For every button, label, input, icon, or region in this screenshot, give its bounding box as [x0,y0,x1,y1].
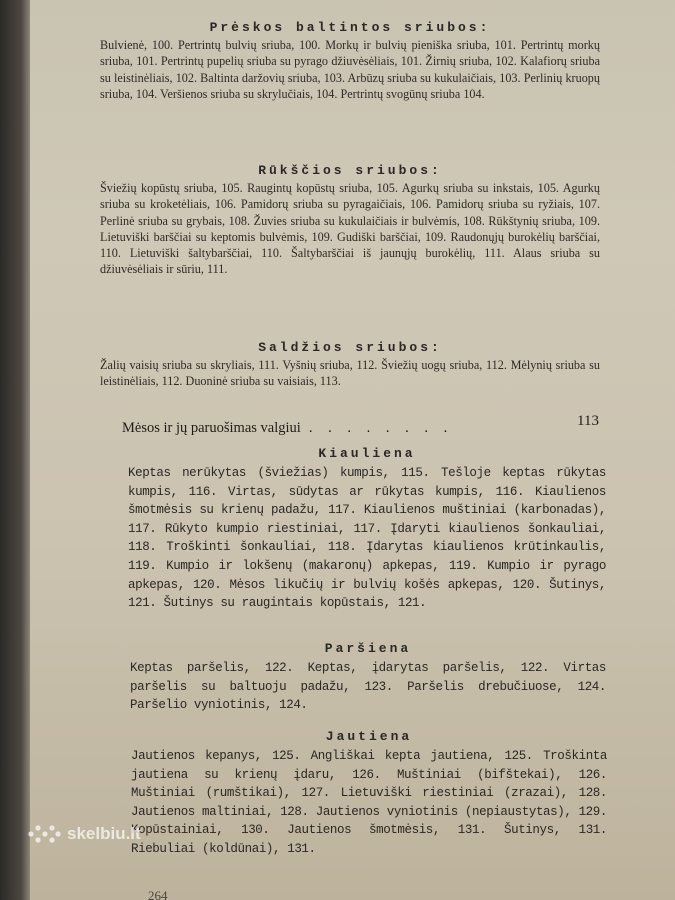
section-heading: Paršiena [324,641,412,656]
book-page [30,0,675,900]
watermark-text: skelbiu.lt [67,824,141,843]
section-text: Jautienos kepanys, 125. Angliškai kepta jautiena, 125. Troškinta jautiena su krienų įdaru, 126. Muštiniai (bifštekai), 126. Muštiniai (rumštikai), 127. Lietuviški riestiniai (zrazai), 128. Jautienos maltiniai, 128. Jautienos vyniotinis (nepiaustytas), 129. Kopūstainiai, 130. Jautienos šmotmėsis, 131. Šutinys, 131. Riebuliai (koldūnai), 131. [131,749,607,856]
section-jautiena [131,729,607,859]
section-heading: Kiauliena [318,446,416,461]
section-kiauliena [128,446,606,613]
page-number: 264 [148,888,168,900]
section-baltintos-sriubos [100,20,600,102]
section-heading: Prėskos baltintos sriubos: [209,20,491,35]
section-parsiena [130,641,606,715]
section-text: Šviežių kopūstų sriuba, 105. Raugintų kopūstų sriuba, 105. Agurkų sriuba su inkstais, 105. Agurkų sriuba su kroketėliais, 106. Pamidorų sriuba su pyragaičiais, 106. Pamidorų sriuba su ryžiais, 107. Perlinė sriuba su grybais, 108. Žuvies sriuba su kukulaičiais ir bulvėmis, 108. Rūkštynių sriuba, 109. Lietuviški barščiai su keptomis bulvėmis, 109. Gudiški barščiai, 109. Raudonųjų burokėlių barščiai, 110. Lietuviški šaltybarščiai, 110. Šaltybarščiai iš jaunųjų burokėlių, 111. Alaus sriuba su džiuvėsėliais ir sūriu, 111. [100,181,600,277]
section-saldzios-sriubos [100,340,600,390]
section-text: Bulvienė, 100. Pertrintų bulvių sriuba, 100. Morkų ir bulvių pieniška sriuba, 101. Pertrintų morkų sriuba, 101. Pertrintų pupelių sriuba su pyrago džiuvėsėliais, 101. Žirnių sriuba, 102. Kalafiorų sriuba su leistinėliais, 102. Baltinta daržovių sriuba, 103. Arbūzų sriuba su kukulaičiais, 103. Perlinių kruopų sriuba, 104. Veršienos sriuba su skrylučiais, 104. Pertrintų svogūnų sriuba 104. [100,38,600,101]
skelbiu-dots-icon [27,823,61,845]
chapter-entry [122,413,612,437]
section-heading: Saldžios sriubos: [258,340,442,355]
section-text: Keptas nerūkytas (šviežias) kumpis, 115. Tešloje keptas rūkytas kumpis, 116. Virtas, sūdytas ar rūkytas kumpis, 116. Kiaulienos šmotmėsis su krienų padažu, 117. Kiaulienos muštiniai (karbonadas), 117. Rūkyto kumpio riestiniai, 117. Įdaryti kiaulienos šonkauliai, 118. Troškinti šonkauliai, 118. Įdarytas kiaulienos krūtinkaulis, 119. Kumpio ir lokšenų (makaronų) apkepas, 119. Kumpio ir pyrago apkepas, 120. Mėsos likučių ir bulvių košės apkepas, 120. Šutinys, 121. Šutinys su raugintais kopūstais, 121. [128,466,606,611]
watermark [27,823,141,845]
section-heading: Jautiena [325,729,413,744]
chapter-page-number: 113 [577,413,599,429]
chapter-title: Mėsos ir jų paruošimas valgiui [122,420,301,436]
section-text: Keptas paršelis, 122. Keptas, įdarytas paršelis, 122. Virtas paršelis su baltuoju padažu, 123. Paršelis drebučiuose, 124. Paršelio vyniotinis, 124. [130,661,606,713]
section-heading: Rūkščios sriubos: [258,163,442,178]
binding-shadow [0,0,30,900]
section-text: Žalių vaisių sriuba su skryliais, 111. Vyšnių sriuba, 112. Šviežių uogų sriuba, 112. Mėlynių sriuba su leistinėliais, 112. Duoninė sriuba su vaisiais, 113. [100,358,600,389]
chapter-leader-dots: . . . . . . . . [308,420,454,436]
section-rukscios-sriubos [100,163,600,278]
